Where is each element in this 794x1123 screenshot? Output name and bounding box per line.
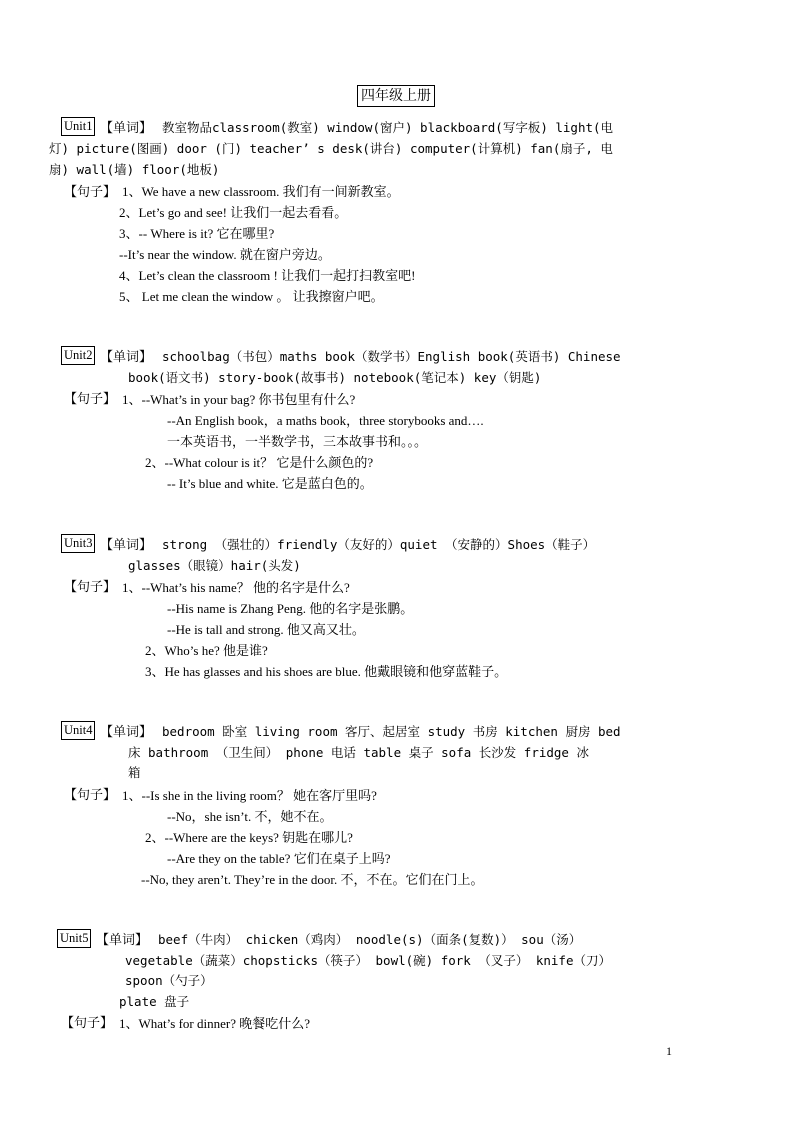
- unit-4-sentence-4: --Are they on the table? 它们在桌子上吗?: [167, 851, 391, 866]
- page-title: 四年级上册: [357, 85, 435, 107]
- unit-3-sentence-5: 3、He has glasses and his shoes are blue. 他戴眼镜和他穿蓝鞋子。: [145, 664, 508, 679]
- unit-2-label: Unit2: [61, 346, 95, 365]
- unit-4-words-tag: 【单词】: [100, 725, 153, 740]
- unit-1-sentence-5: 4、Let’s clean the classroom ! 让我们一起打扫教室吧!: [119, 268, 416, 283]
- unit-4-sentence-1: 1、--Is she in the living room？ 她在客厅里吗?: [122, 788, 377, 803]
- unit-2-sentence-4: 2、--What colour is it？ 它是什么颜色的?: [145, 455, 374, 470]
- unit-5-sentence-1: 1、What’s for dinner? 晚餐吃什么?: [119, 1016, 310, 1031]
- unit-2-words-tag: 【单词】: [100, 350, 153, 365]
- page-number: 1: [666, 1044, 672, 1058]
- unit-4-words-line-2: 床 bathroom （卫生间） phone 电话 table 桌子 sofa 长沙发 fridge 冰: [128, 745, 589, 760]
- unit-3-sentence-2: --His name is Zhang Peng. 他的名字是张鹏。: [167, 601, 414, 616]
- unit-1-sentence-3: 3、-- Where is it? 它在哪里?: [119, 226, 275, 241]
- unit-3-sentence-1: 1、--What’s his name？ 他的名字是什么?: [122, 580, 350, 595]
- unit-1-sentence-4: --It’s near the window. 就在窗户旁边。: [119, 247, 331, 262]
- unit-1-sentence-tag: 【句子】: [64, 185, 117, 200]
- unit-2-words-line-2: book(语文书) story-book(故事书) notebook(笔记本) key（钥匙): [128, 370, 542, 385]
- unit-5-words-line-4: plate 盘子: [119, 994, 190, 1009]
- unit-2-sentence-5: -- It’s blue and white. 它是蓝白色的。: [167, 476, 373, 491]
- unit-4-sentence-3: 2、--Where are the keys? 钥匙在哪儿?: [145, 830, 353, 845]
- unit-1-label: Unit1: [61, 117, 95, 136]
- unit-1-words-line-3: 扇) wall(墙) floor(地板): [49, 162, 220, 177]
- unit-3-sentence-tag: 【句子】: [64, 580, 117, 595]
- unit-2-sentence-1: 1、--What’s in your bag? 你书包里有什么?: [122, 392, 356, 407]
- unit-3-words-line-1: strong （强壮的）friendly（友好的）quiet （安静的）Shoes（鞋子）: [162, 537, 596, 552]
- unit-3-label: Unit3: [61, 534, 95, 553]
- unit-4-words-line-1: bedroom 卧室 living room 客厅、起居室 study 书房 kitchen 厨房 bed: [162, 724, 621, 739]
- unit-1-words-tag: 【单词】: [100, 121, 153, 136]
- unit-4-sentence-2: --No，she isn’t. 不，她不在。: [167, 809, 333, 824]
- unit-4-label: Unit4: [61, 721, 95, 740]
- unit-1-sentence-6: 5、 Let me clean the window 。 让我擦窗户吧。: [119, 289, 384, 304]
- unit-1-words-line-2: 灯) picture(图画) door (门) teacher’ s desk(讲台) computer(计算机) fan(扇子, 电: [49, 141, 613, 156]
- unit-5-words-line-3: spoon（勺子）: [125, 973, 213, 988]
- unit-1-sentence-2: 2、Let’s go and see! 让我们一起去看看。: [119, 205, 348, 220]
- unit-3-words-line-2: glasses（眼镜）hair(头发): [128, 558, 301, 573]
- unit-1-sentence-1: 1、We have a new classroom. 我们有一间新教室。: [122, 184, 400, 199]
- unit-5-sentence-tag: 【句子】: [61, 1016, 114, 1031]
- unit-5-label: Unit5: [57, 929, 91, 948]
- unit-2-sentence-2: --An English book，a maths book，three storybooks and….: [167, 413, 484, 428]
- unit-4-words-line-3: 箱: [128, 765, 141, 780]
- unit-3-sentence-4: 2、Who’s he? 他是谁?: [145, 643, 268, 658]
- unit-5-words-line-1: beef（牛肉） chicken（鸡肉） noodle(s)（面条(复数)） sou（汤）: [158, 932, 582, 947]
- unit-3-sentence-3: --He is tall and strong. 他又高又壮。: [167, 622, 365, 637]
- unit-5-words-line-2: vegetable（蔬菜）chopsticks（筷子） bowl(碗) fork （叉子） knife（刀）: [125, 953, 611, 968]
- unit-4-sentence-5: --No, they aren’t. They’re in the door. 不，不在。它们在门上。: [141, 872, 484, 887]
- unit-2-sentence-3: 一本英语书，一半数学书，三本故事书和。。。: [167, 434, 428, 449]
- unit-3-words-tag: 【单词】: [100, 538, 153, 553]
- unit-2-words-line-1: schoolbag（书包）maths book（数学书）English book(英语书) Chinese: [162, 349, 621, 364]
- unit-5-words-tag: 【单词】: [96, 933, 149, 948]
- unit-4-sentence-tag: 【句子】: [64, 788, 117, 803]
- unit-2-sentence-tag: 【句子】: [64, 392, 117, 407]
- unit-1-words-line-1: 教室物品classroom(教室) window(窗户) blackboard(写字板) light(电: [162, 120, 614, 135]
